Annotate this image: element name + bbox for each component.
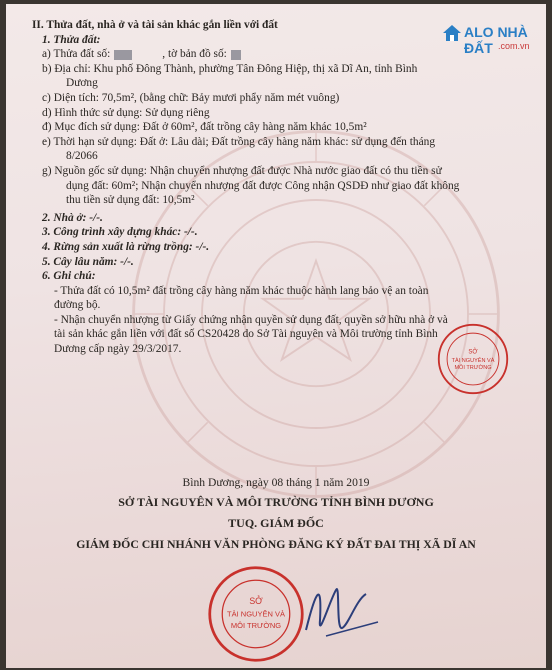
signature-block: [6, 476, 546, 552]
land-address-cont: Dương: [66, 77, 98, 90]
forest-item: 4. Rừng sản xuất là rừng trồng: -/-.: [42, 240, 210, 253]
stamp-bottom-text: MÔI TRƯỜNG: [230, 620, 282, 630]
land-origin: g) Nguồn gốc sử dụng: Nhận chuyển nhượng đất được Nhà nước giao đất có thu tiền sử: [42, 164, 442, 177]
land-term: e) Thời hạn sử dụng: Đất ở: Lâu dài; Đất trồng cây hàng năm khác: sử dụng đến tháng: [42, 135, 436, 148]
redacted-parcel-number: [114, 50, 132, 60]
note-1-cont: đường bộ.: [54, 299, 101, 312]
issuing-org: SỞ TÀI NGUYÊN VÀ MÔI TRƯỜNG TỈNH BÌNH DƯƠNG: [118, 495, 434, 509]
note-2-cont2: Dương cấp ngày 29/3/2017.: [54, 343, 182, 356]
land-parcel-number: [32, 47, 492, 62]
land-term-cont: 8/2066: [66, 150, 98, 163]
stamp-mid-text: TÀI NGUYÊN VÀ: [227, 609, 285, 619]
place-date: Bình Dương, ngày 08 tháng 1 năm 2019: [182, 476, 370, 489]
logo-domain: .com.vn: [498, 41, 530, 51]
official-stamp-right: [436, 322, 510, 396]
certificate-body: [32, 18, 492, 357]
official-stamp-bottom: [206, 564, 306, 664]
perennial-item: 5. Cây lâu năm: -/-.: [42, 255, 134, 268]
land-purpose: đ) Mục đích sử dụng: Đất ở 60m², đất trồng cây hàng năm khác 10,5m²: [42, 121, 367, 134]
note-1: - Thửa đất có 10,5m² đất trồng cây hàng năm khác thuộc hành lang bảo vệ an toàn: [54, 284, 429, 297]
stamp-bottom-text: MÔI TRƯỜNG: [454, 365, 492, 372]
notes-heading: 6. Ghi chú:: [42, 270, 96, 283]
land-heading: 1. Thửa đất:: [42, 33, 101, 46]
logo-name: ALO NHÀ ĐẤT: [464, 24, 528, 56]
stamp-top-text: SỞ: [249, 596, 263, 606]
land-usage-form: d) Hình thức sử dụng: Sử dụng riêng: [42, 106, 210, 119]
note-2: - Nhận chuyển nhượng từ Giấy chứng nhận quyền sử dụng đất, quyền sở hữu nhà ở và: [54, 313, 448, 326]
authorization-line: TUQ. GIÁM ĐỐC: [228, 516, 324, 530]
stamp-top-text: SỞ: [468, 349, 478, 356]
certificate-page: [6, 4, 546, 668]
land-origin-cont1: dụng đất: 60m²; Nhận chuyển nhượng đất được Công nhận QSDĐ như giao đất không: [66, 179, 460, 192]
parcel-label: a) Thửa đất số:: [42, 48, 111, 61]
section-header: II. Thửa đất, nhà ở và tài sản khác gắn liền với đất: [32, 19, 278, 31]
land-address: b) Địa chỉ: Khu phố Đông Thành, phường Tân Đông Hiệp, thị xã Dĩ An, tỉnh Bình: [42, 62, 418, 75]
land-area: c) Diện tích: 70,5m², (bằng chữ: Bảy mươi phẩy năm mét vuông): [42, 91, 340, 104]
stamp-mid-text: TÀI NGUYÊN VÀ: [451, 357, 495, 364]
handwritten-signature: [296, 570, 386, 650]
redacted-map-number: [231, 50, 241, 60]
director-title: GIÁM ĐỐC CHI NHÁNH VĂN PHÒNG ĐĂNG KÝ ĐẤT ĐAI THỊ XÃ DĨ AN: [76, 537, 476, 551]
house-item: 2. Nhà ở: -/-.: [42, 211, 103, 224]
land-origin-cont2: thu tiền sử dụng đất: 10,5m²: [66, 194, 195, 207]
note-2-cont1: tài sản khác gắn liền với đất số CS20428 do Sở Tài nguyên và Môi trường tỉnh Bình: [54, 328, 438, 341]
construction-item: 3. Công trình xây dựng khác: -/-.: [42, 226, 198, 239]
map-sheet-label: , tờ bản đồ số:: [162, 48, 227, 61]
